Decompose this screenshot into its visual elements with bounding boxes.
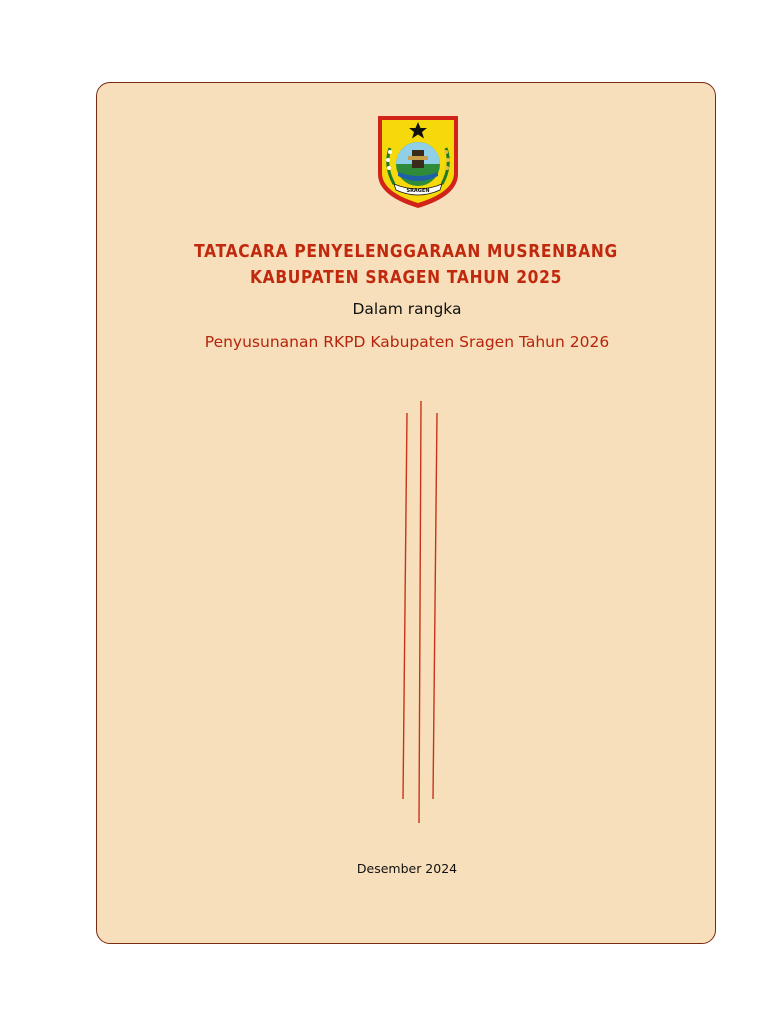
document-date: Desember 2024 bbox=[356, 861, 458, 876]
decorative-line-left bbox=[403, 413, 407, 799]
cover-page bbox=[96, 82, 716, 944]
sragen-regency-emblem-icon bbox=[376, 114, 460, 210]
decorative-line-right bbox=[433, 413, 437, 799]
decorative-vertical-lines bbox=[393, 399, 443, 829]
document-purpose: Penyusunanan RKPD Kabupaten Sragen Tahun 2026 bbox=[204, 333, 610, 351]
emblem-ribbon-text: SRAGEN bbox=[406, 188, 430, 194]
decorative-line-center bbox=[419, 401, 421, 823]
document-subtitle: Dalam rangka bbox=[352, 300, 462, 318]
document-title: TATACARA PENYELENGGARAAN MUSRENBANG KABUPATEN SRAGEN TAHUN 2025 bbox=[194, 241, 618, 288]
